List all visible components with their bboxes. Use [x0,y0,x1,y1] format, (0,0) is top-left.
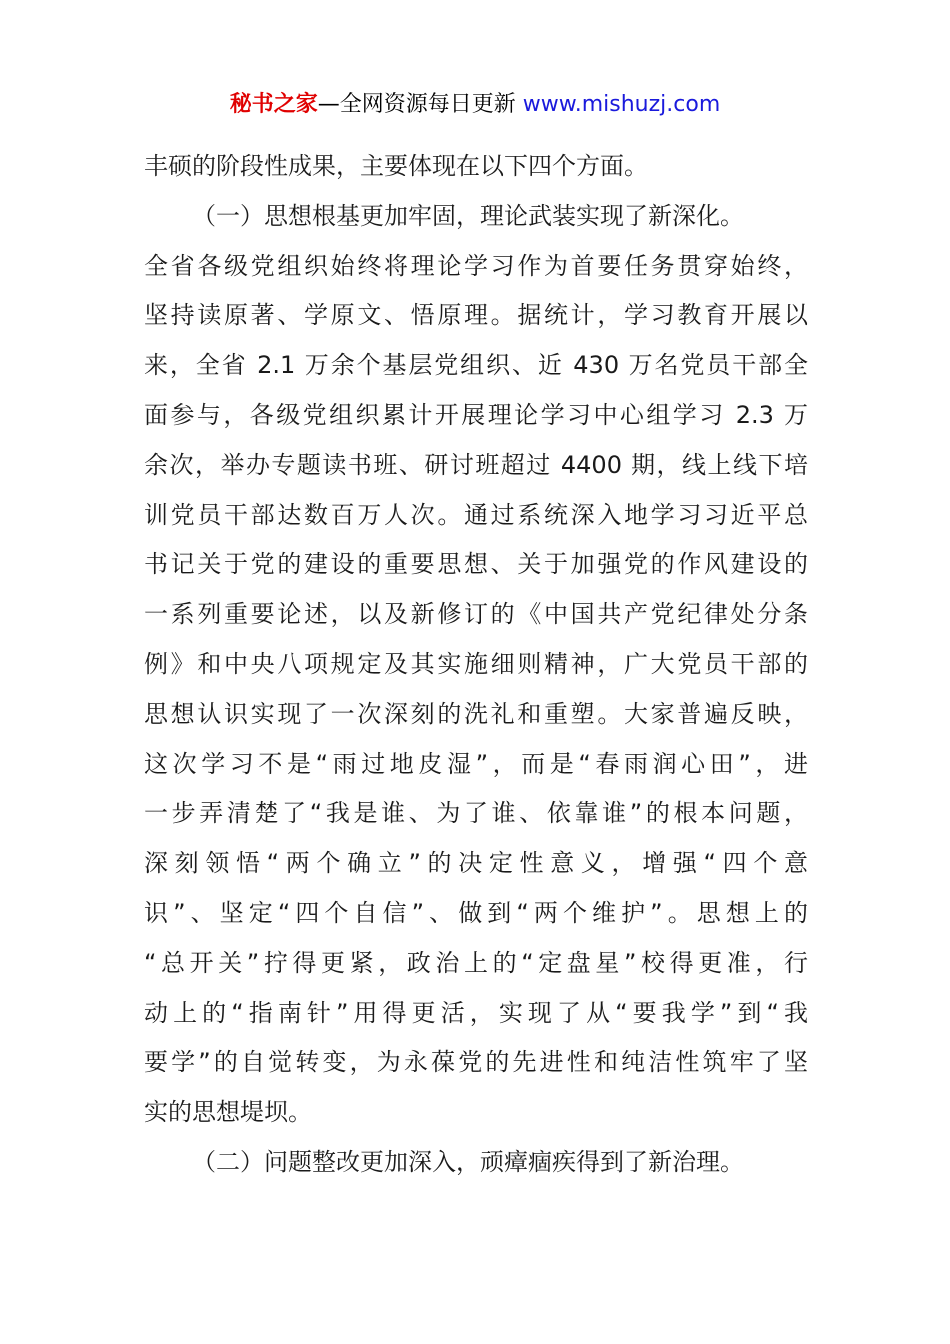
document-body [144,142,808,1188]
text-line: 余次，举办专题读书班、研讨班超过 4400 期，线上线下培 [144,450,808,479]
text-line: 实的思想堤坝。 [144,1098,312,1127]
text-line: 丰硕的阶段性成果，主要体现在以下四个方面。 [144,152,648,180]
text-line: 坚持读原著、学原文、悟原理。据统计，学习教育开展以 [144,301,808,330]
text-line: 全省各级党组织始终将理论学习作为首要任务贯穿始终， [144,251,808,280]
site-url-link[interactable]: www.mishuzj.com [522,92,721,117]
text-line: 一系列重要论述，以及新修订的《中国共产党纪律处分条 [144,600,808,629]
section-heading: （二）问题整改更加深入，顽瘴痼疾得到了新治理。 [192,1147,744,1176]
text-line: “总开关”拧得更紧，政治上的“定盘星”校得更准，行 [144,948,808,977]
text-line: 深刻领悟“两个确立”的决定性意义，增强“四个意 [144,849,808,878]
section-heading: （一）思想根基更加牢固，理论武装实现了新深化。 [192,201,744,230]
site-tagline: —全网资源每日更新 [317,92,523,117]
site-brand[interactable]: 秘书之家 [229,92,318,117]
text-line: 思想认识实现了一次深刻的洗礼和重塑。大家普遍反映， [144,699,808,728]
text-line: 训党员干部达数百万人次。通过系统深入地学习习近平总 [144,500,808,529]
text-line: 动上的“指南针”用得更活，实现了从“要我学”到“我 [144,998,808,1027]
text-line: 书记关于党的建设的重要思想、关于加强党的作风建设的 [144,550,808,579]
text-line: 例》和中央八项规定及其实施细则精神，广大党员干部的 [144,649,808,678]
text-line: 来，全省 2.1 万余个基层党组织、近 430 万名党员干部全 [144,351,808,380]
text-line: 要学”的自觉转变，为永葆党的先进性和纯洁性筑牢了坚 [144,1048,808,1077]
text-line: 一步弄清楚了“我是谁、为了谁、依靠谁”的根本问题， [144,799,808,828]
text-line: 面参与，各级党组织累计开展理论学习中心组学习 2.3 万 [144,400,808,429]
text-line: 识”、坚定“四个自信”、做到“两个维护”。思想上的 [144,898,808,927]
text-line: 这次学习不是“雨过地皮湿”，而是“春雨润心田”，进 [144,749,808,778]
site-header [0,88,950,122]
